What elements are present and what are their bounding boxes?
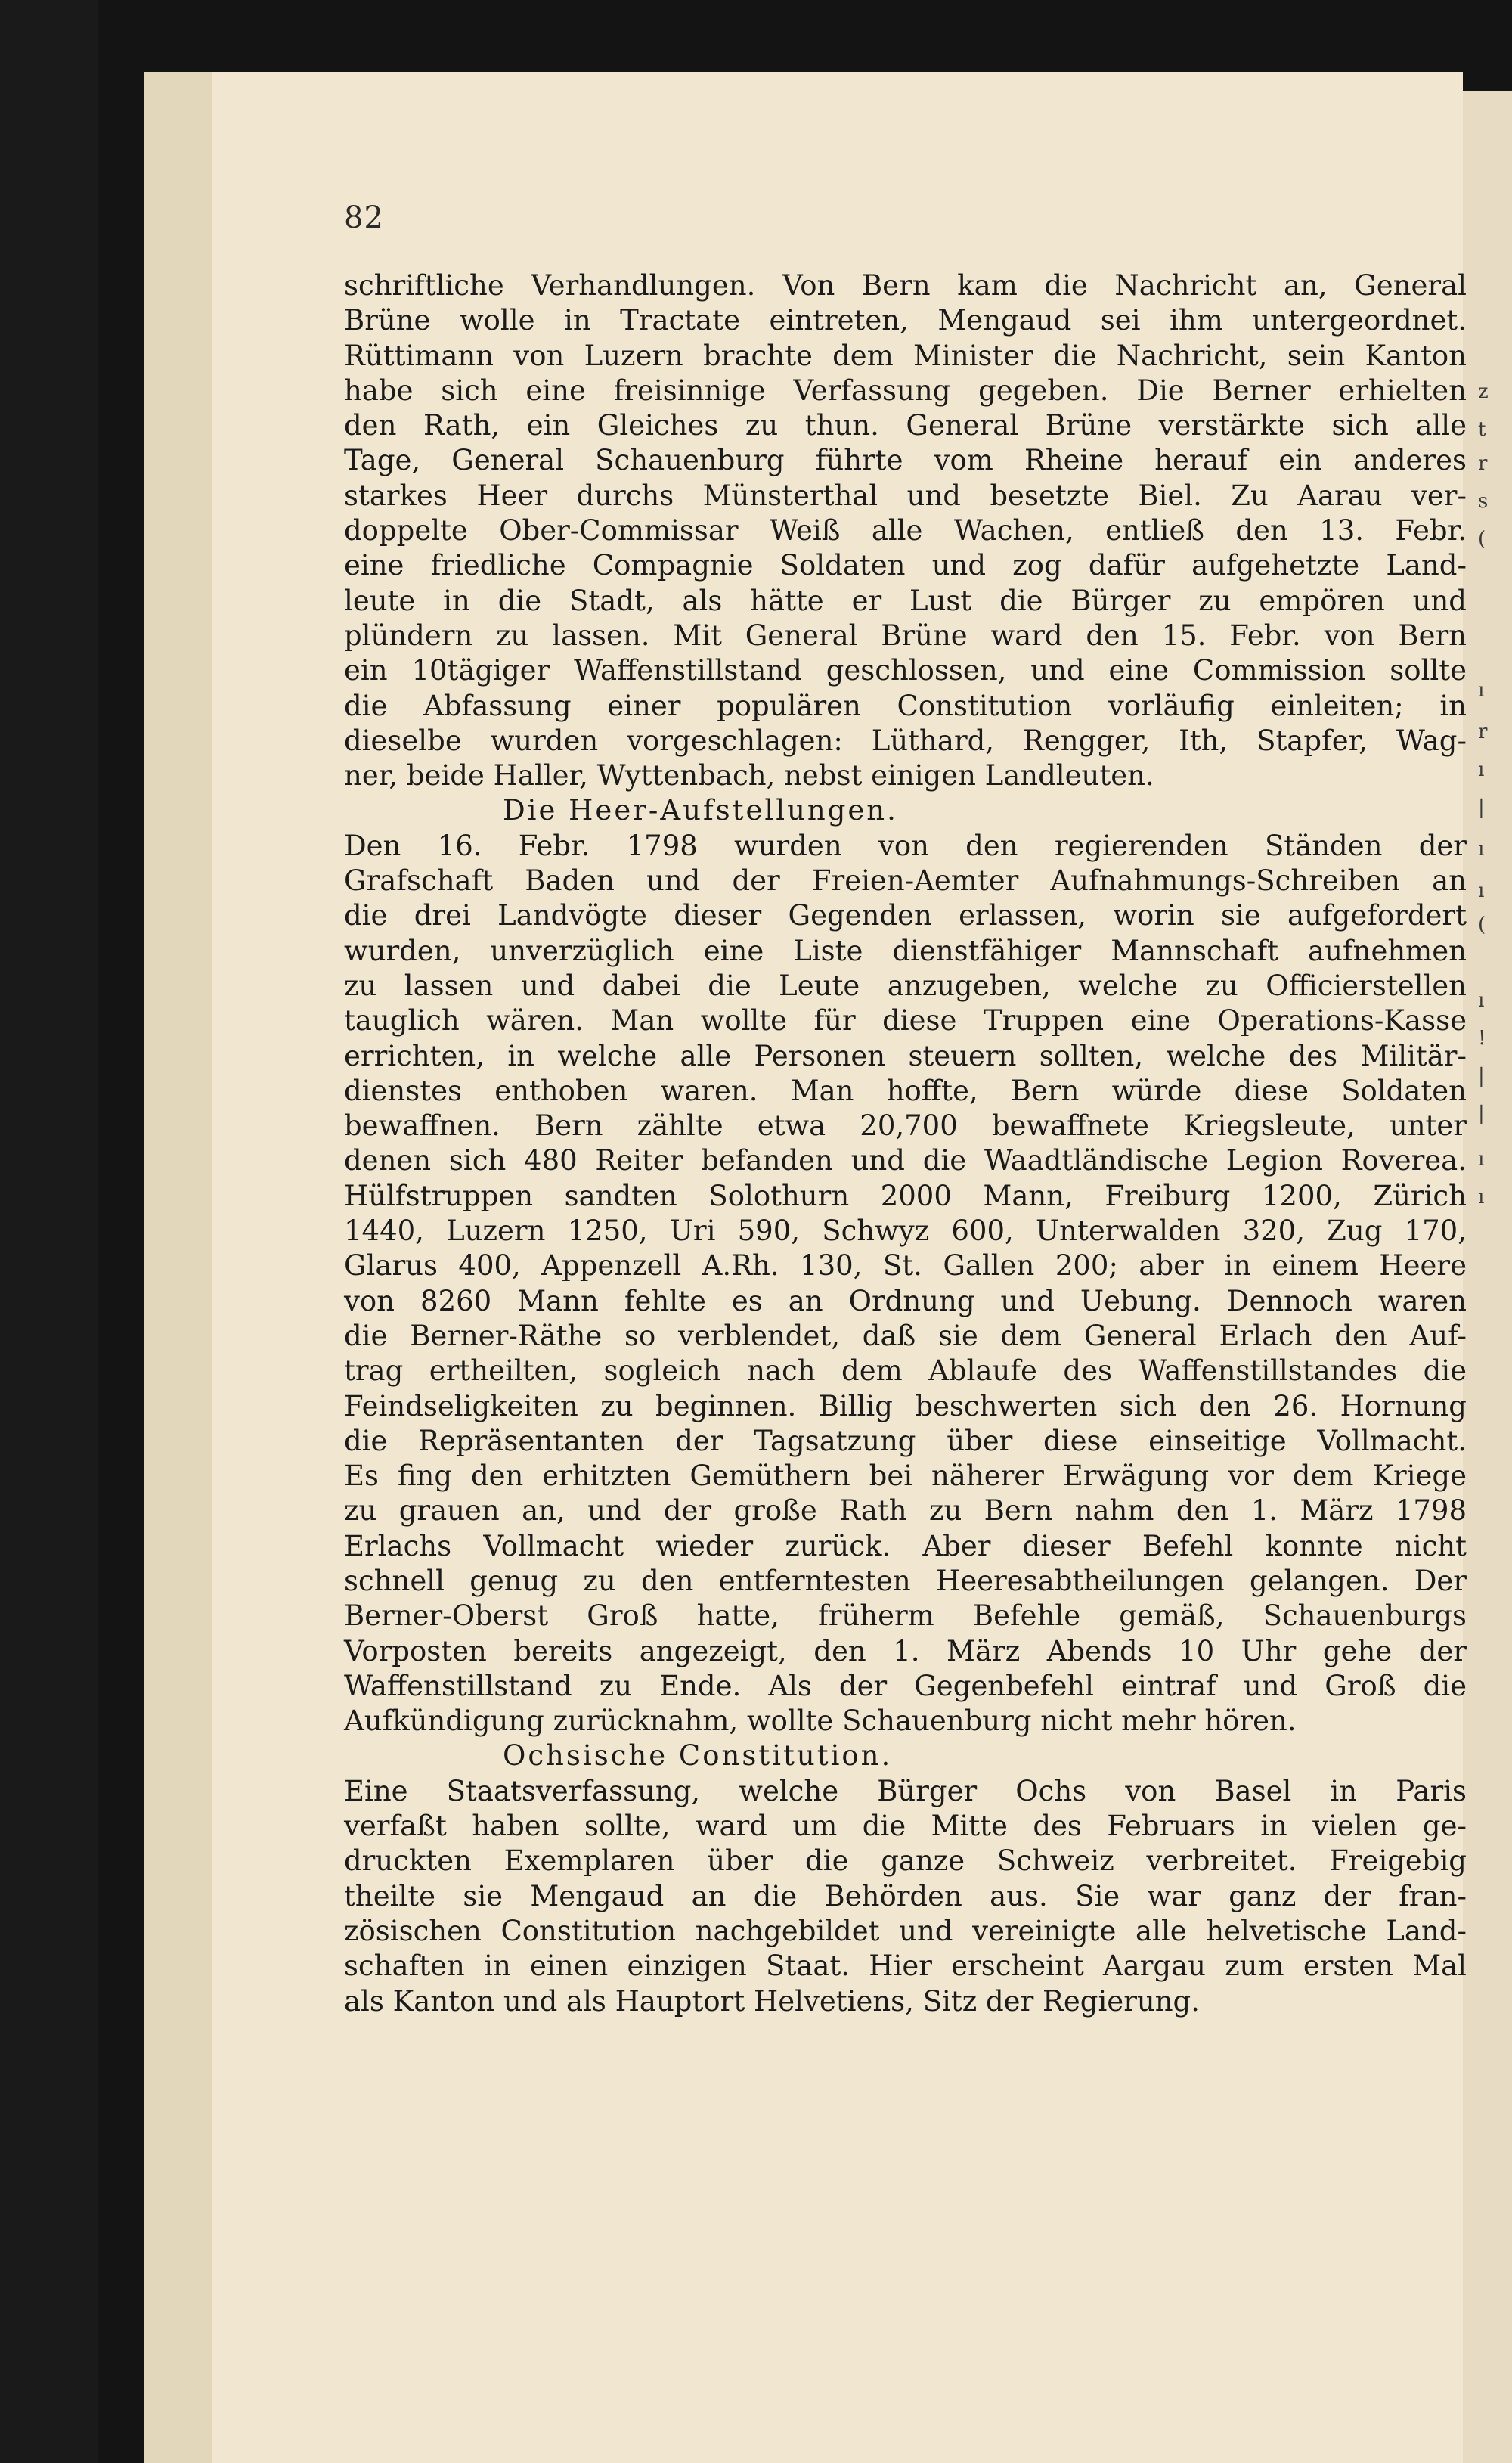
text-line: von 8260 Mann fehlte es an Ordnung und Uebung. Dennoch waren bbox=[344, 1284, 1467, 1317]
text-line: als Kanton und als Hauptort Helvetiens, Sitz der Regierung. bbox=[344, 1984, 1200, 2018]
text-line: schriftliche Verhandlungen. Von Bern kam die Nachricht an, General bbox=[344, 269, 1467, 302]
adjacent-page-glyph: ı bbox=[1478, 679, 1485, 702]
text-line: die Repräsentanten der Tagsatzung über diese einseitige Vollmacht. bbox=[344, 1424, 1467, 1457]
text-line: die Abfassung einer populären Constitution vorläufig einleiten; in bbox=[344, 689, 1467, 722]
page-gutter-shadow bbox=[144, 72, 212, 2463]
section-heading: Ochsische Constitution. bbox=[503, 1739, 893, 1773]
text-line: Aufkündigung zurücknahm, wollte Schauenburg nicht mehr hören. bbox=[344, 1705, 1297, 1738]
text-line: Erlachs Vollmacht wieder zurück. Aber dieser Befehl konnte nicht bbox=[344, 1529, 1467, 1562]
text-line: Eine Staatsverfassung, welche Bürger Ochs von Basel in Paris bbox=[344, 1774, 1467, 1807]
adjacent-page-glyph: ı bbox=[1478, 1186, 1485, 1208]
text-line: plündern zu lassen. Mit General Brüne ward den 15. Febr. von Bern bbox=[344, 619, 1467, 652]
adjacent-page-glyph: ! bbox=[1478, 1027, 1486, 1050]
adjacent-page-glyph: ı bbox=[1478, 758, 1485, 781]
text-line: Rüttimann von Luzern brachte dem Minister die Nachricht, sein Kanton bbox=[344, 339, 1467, 372]
adjacent-page-glyph: ı bbox=[1478, 838, 1485, 861]
section-heading: Die Heer-Aufstellungen. bbox=[503, 794, 898, 827]
text-line: Grafschaft Baden und der Freien-Aemter Aufnahmungs-Schreiben an bbox=[344, 864, 1467, 898]
text-line: dieselbe wurden vorgeschlagen: Lüthard, Rengger, Ith, Stapfer, Wag- bbox=[344, 724, 1467, 757]
text-line: die drei Landvögte dieser Gegenden erlassen, worin sie aufgefordert bbox=[344, 899, 1467, 932]
adjacent-page-glyph: | bbox=[1478, 1065, 1485, 1087]
adjacent-page-glyph: z bbox=[1478, 380, 1489, 403]
text-line: Es fing den erhitzten Gemüthern bei näherer Erwägung vor dem Kriege bbox=[344, 1459, 1467, 1493]
adjacent-page-glyph: r bbox=[1478, 452, 1488, 475]
text-line: verfaßt haben sollte, ward um die Mitte des Februars in vielen ge- bbox=[344, 1810, 1467, 1843]
adjacent-page-glyph: ı bbox=[1478, 989, 1485, 1012]
text-line: Waffenstillstand zu Ende. Als der Gegenbefehl eintraf und Groß die bbox=[344, 1669, 1467, 1702]
text-line: Vorposten bereits angezeigt, den 1. März Abends 10 Uhr gehe der bbox=[344, 1634, 1467, 1667]
adjacent-page-glyph: | bbox=[1478, 796, 1485, 819]
text-line: trag ertheilten, sogleich nach dem Ablaufe des Waffenstillstandes die bbox=[344, 1354, 1467, 1388]
text-line: dienstes enthoben waren. Man hoffte, Bern würde diese Soldaten bbox=[344, 1074, 1467, 1107]
text-line: schaften in einen einzigen Staat. Hier erscheint Aargau zum ersten Mal bbox=[344, 1950, 1467, 1983]
text-line: zösischen Constitution nachgebildet und vereinigte alle helvetische Land- bbox=[344, 1914, 1467, 1947]
text-line: ner, beide Haller, Wyttenbach, nebst einigen Landleuten. bbox=[344, 759, 1154, 793]
adjacent-page-glyph: ı bbox=[1478, 1148, 1485, 1171]
adjacent-page-glyph: | bbox=[1478, 1103, 1485, 1125]
adjacent-page-edge bbox=[1463, 91, 1512, 2463]
text-line: Hülfstruppen sandten Solothurn 2000 Mann, Freiburg 1200, Zürich bbox=[344, 1179, 1467, 1212]
body-text bbox=[344, 268, 1467, 2019]
text-line: Feindseligkeiten zu beginnen. Billig beschwerten sich den 26. Hornung bbox=[344, 1389, 1467, 1422]
text-line: ein 10tägiger Waffenstillstand geschlossen, und eine Commission sollte bbox=[344, 654, 1467, 687]
text-line: Brüne wolle in Tractate eintreten, Mengaud sei ihm untergeordnet. bbox=[344, 304, 1467, 337]
text-line: tauglich wären. Man wollte für diese Truppen eine Operations-Kasse bbox=[344, 1004, 1467, 1038]
page-number: 82 bbox=[344, 200, 384, 235]
text-line: denen sich 480 Reiter befanden und die Waadtländische Legion Roverea. bbox=[344, 1144, 1467, 1177]
text-line: zu grauen an, und der große Rath zu Bern nahm den 1. März 1798 bbox=[344, 1494, 1467, 1528]
text-line: Tage, General Schauenburg führte vom Rheine herauf ein anderes bbox=[344, 444, 1467, 477]
text-line: die Berner-Räthe so verblendet, daß sie dem General Erlach den Auf- bbox=[344, 1319, 1467, 1352]
text-line: 1440, Luzern 1250, Uri 590, Schwyz 600, Unterwalden 320, Zug 170, bbox=[344, 1214, 1467, 1248]
book-spine-shadow bbox=[0, 0, 98, 2463]
adjacent-page-glyph: ı bbox=[1478, 879, 1485, 902]
text-line: druckten Exemplaren über die ganze Schweiz verbreitet. Freigebig bbox=[344, 1844, 1467, 1878]
text-line: bewaffnen. Bern zählte etwa 20,700 bewaffnete Kriegsleute, unter bbox=[344, 1109, 1467, 1143]
text-line: Berner-Oberst Groß hatte, früherm Befehle gemäß, Schauenburgs bbox=[344, 1599, 1467, 1633]
adjacent-page-glyph: s bbox=[1478, 490, 1489, 513]
text-line: theilte sie Mengaud an die Behörden aus. Sie war ganz der fran- bbox=[344, 1879, 1467, 1912]
text-line: Glarus 400, Appenzell A.Rh. 130, St. Gallen 200; aber in einem Heere bbox=[344, 1249, 1467, 1283]
adjacent-page-glyph: ( bbox=[1478, 914, 1486, 936]
text-line: habe sich eine freisinnige Verfassung gegeben. Die Berner erhielten bbox=[344, 374, 1467, 407]
text-line: Den 16. Febr. 1798 wurden von den regierenden Ständen der bbox=[344, 829, 1467, 862]
text-line: doppelte Ober-Commissar Weiß alle Wachen, entließ den 13. Febr. bbox=[344, 514, 1467, 548]
text-line: starkes Heer durchs Münsterthal und besetzte Biel. Zu Aarau ver- bbox=[344, 479, 1467, 512]
adjacent-page-glyph: ( bbox=[1478, 528, 1486, 551]
adjacent-page-glyph: t bbox=[1478, 418, 1486, 441]
text-line: leute in die Stadt, als hätte er Lust die Bürger zu empören und bbox=[344, 584, 1467, 617]
text-line: errichten, in welche alle Personen steuern sollten, welche des Militär- bbox=[344, 1039, 1467, 1072]
text-line: schnell genug zu den entferntesten Heeresabtheilungen gelangen. Der bbox=[344, 1564, 1467, 1597]
text-line: eine friedliche Compagnie Soldaten und zog dafür aufgehetzte Land- bbox=[344, 549, 1467, 582]
adjacent-page-glyph: r bbox=[1478, 721, 1488, 743]
text-line: zu lassen und dabei die Leute anzugeben, welche zu Officierstellen bbox=[344, 969, 1467, 1002]
text-line: den Rath, ein Gleiches zu thun. General Brüne verstärkte sich alle bbox=[344, 409, 1467, 442]
text-line: wurden, unverzüglich eine Liste dienstfähiger Mannschaft aufnehmen bbox=[344, 934, 1467, 967]
